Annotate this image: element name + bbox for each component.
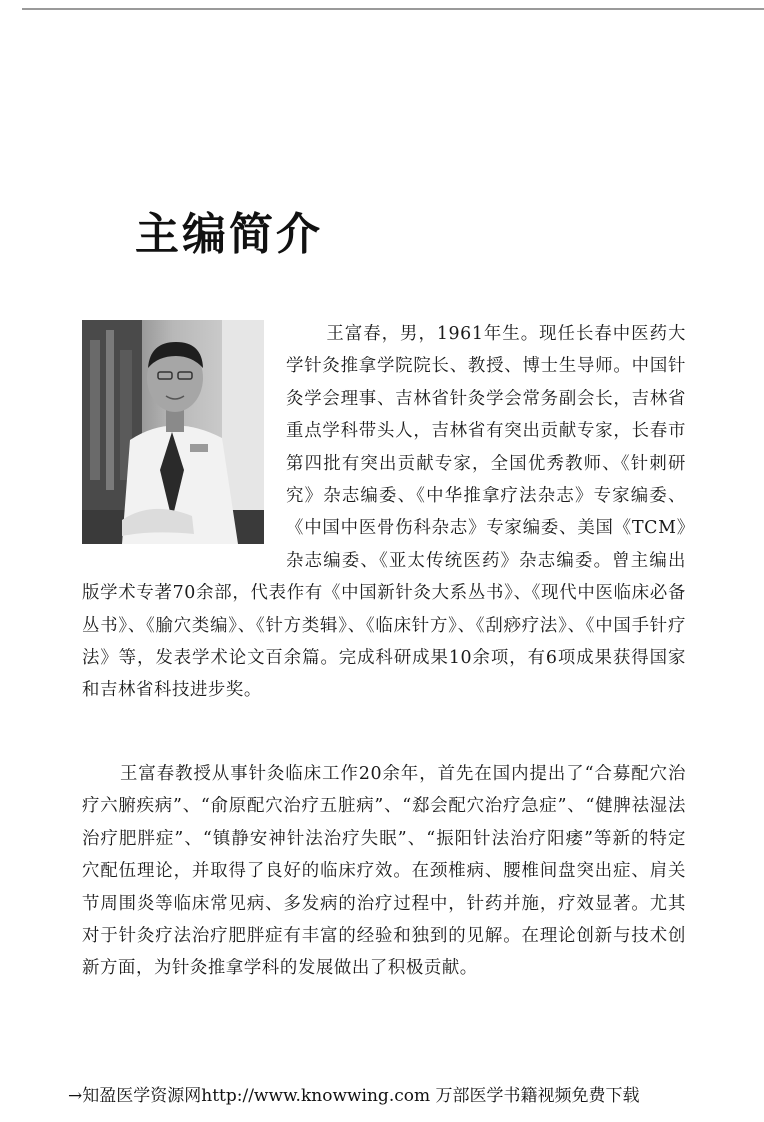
author-bio-text: 王富春，男，1961年生。现任长春中医药大学针灸推拿学院院长、教授、博士生导师。中国针灸学会理事、吉林省针灸学会常务副会长，吉林省重点学科带头人，吉林省有突出贡献专家，长春市第四批有突出贡献专家，全国优秀教师、《针刺研究》杂志编委、《中华推拿疗法杂志》专家编委、《中国中医骨伤科杂志》专家编委、美国《TCM》杂志编委、《亚太传统医药》杂志编委。曾主编出版学术专著70余部，代表作有《中国新针灸大系丛书》、《现代中医临床必备丛书》、《腧穴类编》、《针方类辑》、《临床针方》、《刮痧疗法》、《中国手针疗法》等，发表学术论文百余篇。完成科研成果10余项，有6项成果获得国家和吉林省科技进步奖。 xyxy=(82,324,686,701)
top-rule xyxy=(22,8,764,10)
author-bio xyxy=(82,318,686,707)
author-contributions: 王富春教授从事针灸临床工作20余年，首先在国内提出了“合募配穴治疗六腑疾病”、“俞原配穴治疗五脏病”、“郄会配穴治疗急症”、“健脾祛湿法治疗肥胖症”、“镇静安神针法治疗失眠”、“振阳针法治疗阳痿”等新的特定穴配伍理论，并取得了良好的临床疗效。在颈椎病、腰椎间盘突出症、肩关节周围炎等临床常见病、多发病的治疗过程中，针药并施，疗效显著。尤其对于针灸疗法治疗肥胖症有丰富的经验和独到的见解。在理论创新与技术创新方面，为针灸推拿学科的发展做出了积极贡献。 xyxy=(82,764,686,979)
page-title: 主编简介 xyxy=(135,209,323,260)
footer-watermark: →知盈医学资源网http://www.knowwing.com 万部医学书籍视频免费下载 xyxy=(68,1086,640,1106)
portrait-space xyxy=(82,318,286,574)
